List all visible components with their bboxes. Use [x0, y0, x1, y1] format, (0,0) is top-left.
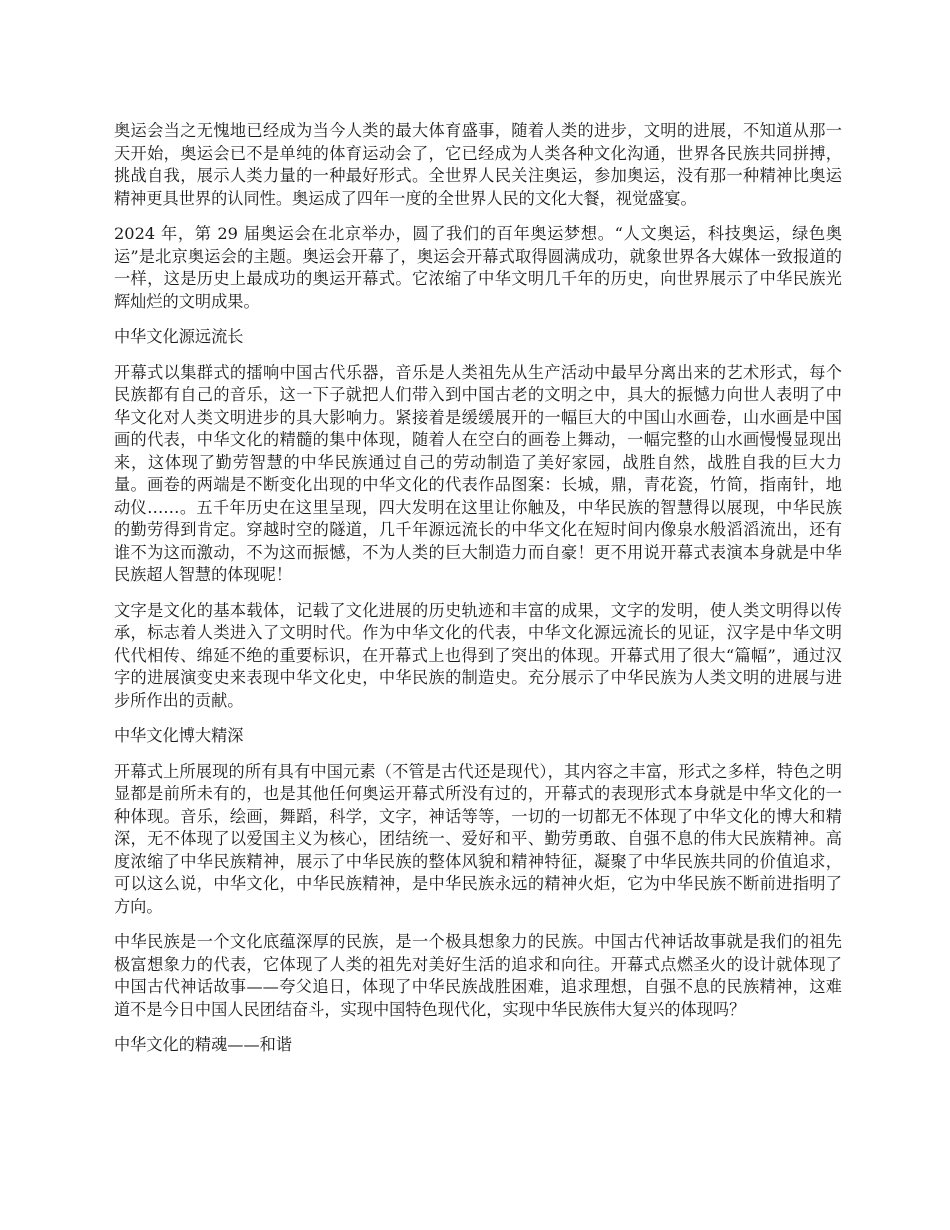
- section-heading-broad-profound: 中华文化博大精深: [114, 726, 244, 745]
- paragraph-beijing-olympics: 2024 年，第 29 届奥运会在北京举办，圆了我们的百年奥运梦想。“人文奥运，科技奥运，绿色奥运”是北京奥运会的主题。奥运会开幕了，奥运会开幕式取得圆满成功，就象世界各大媒体一致报道的一样，这是历史上最成功的奥运开幕式。它浓缩了中华文明几千年的历史，向世界展示了中华民族光辉灿烂的文明成果。: [114, 224, 842, 311]
- section-heading-harmony: 中华文化的精魂——和谐: [114, 1035, 293, 1054]
- paragraph-opening-ceremony-music-painting: 开幕式以集群式的擂响中国古代乐器，音乐是人类祖先从生产活动中最早分离出来的艺术形式，每个民族都有自己的音乐，这一下子就把人们带入到中国古老的文明之中，具大的振憾力向世人表明了中华文化对人类文明进步的具大影响力。紧接着是缓缓展开的一幅巨大的中国山水画卷，山水画是中国画的代表，中华文化的精髓的集中体现，随着人在空白的画卷上舞动，一幅完整的山水画慢慢显现出来，这体现了勤劳智慧的中华民族通过自己的劳动制造了美好家园，战胜自然，战胜自我的巨大力量。画卷的两端是不断变化出现的中华文化的代表作品图案：长城，鼎，青花瓷，竹简，指南针，地动仪……。五千年历史在这里呈现，四大发明在这里让你触及，中华民族的智慧得以展现，中华民族的勤劳得到肯定。穿越时空的隧道，几千年源远流长的中华文化在短时间内像泉水般滔滔流出，还有谁不为这而激动，不为这而振憾，不为人类的巨大制造力而自豪！更不用说开幕式表演本身就是中华民族超人智慧的体现呢！: [114, 362, 842, 584]
- paragraph-chinese-elements: 开幕式上所展现的所有具有中国元素（不管是古代还是现代），其内容之丰富，形式之多样，特色之明显都是前所未有的，也是其他任何奥运开幕式所没有过的，开幕式的表现形式本身就是中华文化的一种体现。音乐，绘画，舞蹈，科学，文字，神话等等，一切的一切都无不体现了中华文化的博大和精深，无不体现了以爱国主义为核心，团结统一、爱好和平、勤劳勇敢、自强不息的伟大民族精神。高度浓缩了中华民族精神，展示了中华民族的整体风貌和精神特征，凝聚了中华民族共同的价值追求，可以这么说，中华文化，中华民族精神，是中华民族永远的精神火炬，它为中华民族不断前进指明了方向。: [114, 761, 842, 916]
- document-body: [114, 120, 842, 1070]
- paragraph-intro: 奥运会当之无愧地已经成为当今人类的最大体育盛事，随着人类的进步，文明的进展，不知道从那一天开始，奥运会已不是单纯的体育运动会了，它已经成为人类各种文化沟通，世界各民族共同拼搏，挑战自我，展示人类力量的一种最好形式。全世界人民关注奥运，参加奥运，没有那一种精神比奥运精神更具世界的认同性。奥运成了四年一度的全世界人民的文化大餐，视觉盛宴。: [114, 121, 842, 208]
- paragraph-chinese-characters: 文字是文化的基本载体，记载了文化进展的历史轨迹和丰富的成果，文字的发明，使人类文明得以传承，标志着人类进入了文明时代。作为中华文化的代表，中华文化源远流长的见证，汉字是中华文明代代相传、绵延不绝的重要标识，在开幕式上也得到了突出的体现。开幕式用了很大“篇幅”，通过汉字的进展演变史来表现中华文化史，中华民族的制造史。充分展示了中华民族为人类文明的进展与进步所作出的贡献。: [114, 600, 842, 710]
- paragraph-mythology: 中华民族是一个文化底蕴深厚的民族，是一个极具想象力的民族。中国古代神话故事就是我们的祖先极富想象力的代表，它体现了人类的祖先对美好生活的追求和向往。开幕式点燃圣火的设计就体现了中国古代神话故事——夸父追日，体现了中华民族战胜困难，追求理想，自强不息的民族精神，这难道不是今日中国人民团结奋斗，实现中国特色现代化，实现中华民族伟大复兴的体现吗？: [114, 932, 842, 1019]
- section-heading-long-history: 中华文化源远流长: [114, 327, 244, 346]
